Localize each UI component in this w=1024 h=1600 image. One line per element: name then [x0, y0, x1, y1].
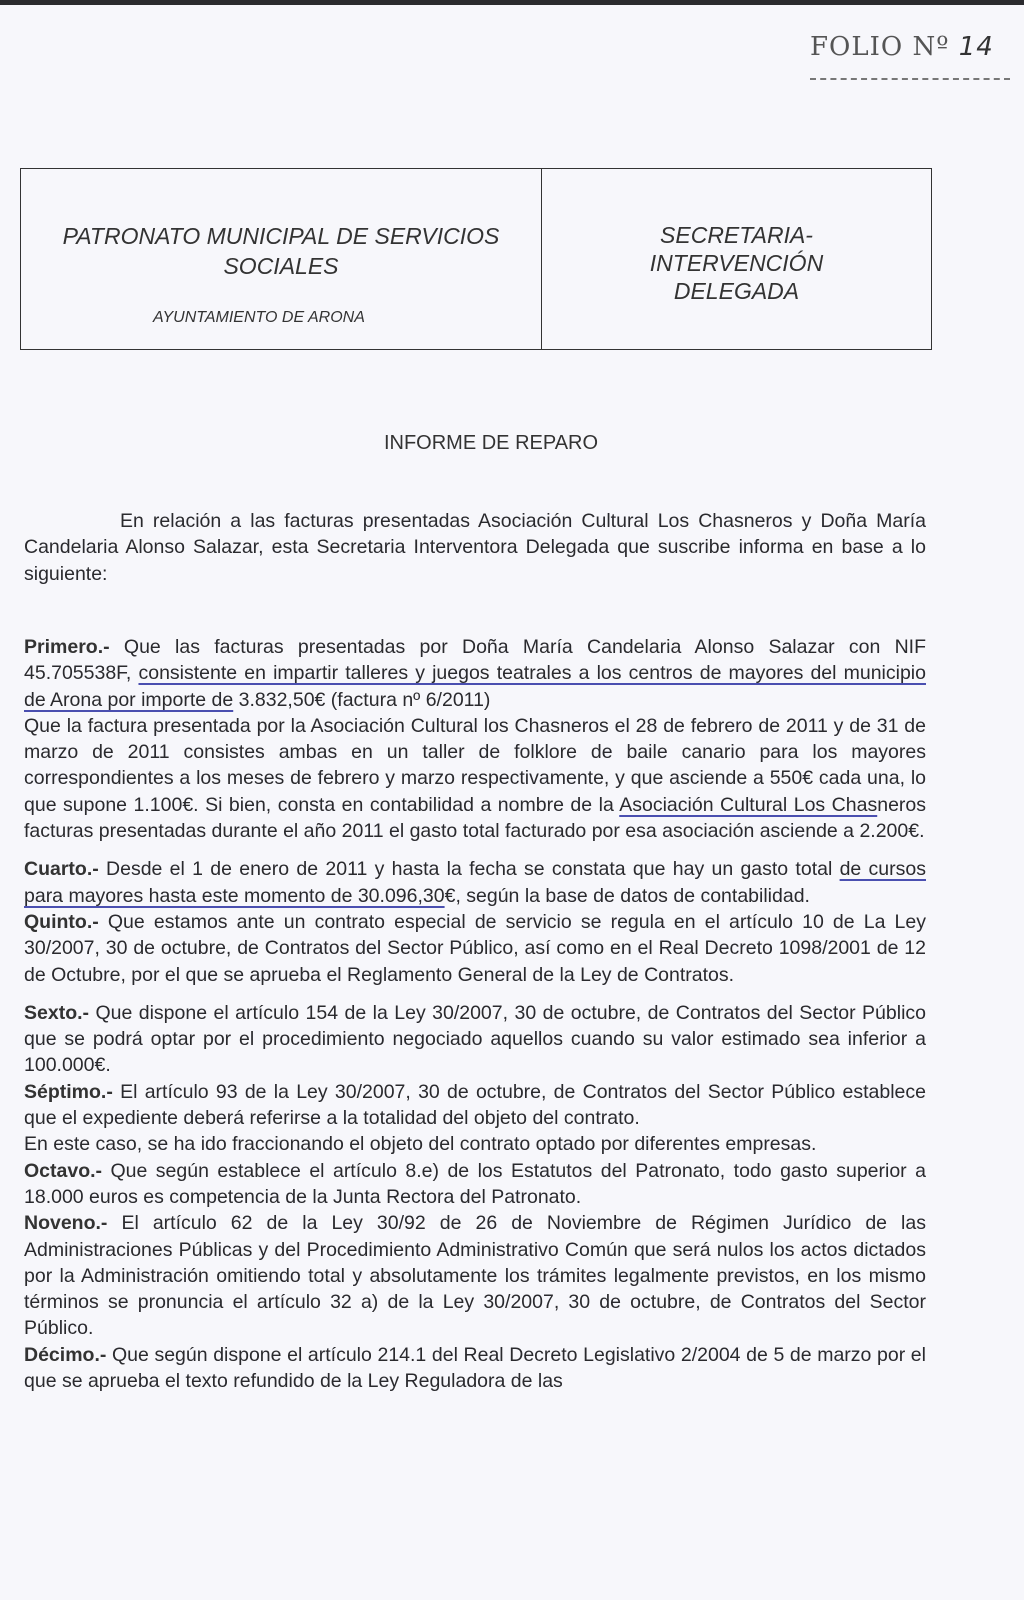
section-text: Que estamos ante un contrato especial de servicio se regula en el artículo 10 de La Ley 30/2007, 30 de octubre, de Contratos del Sector Público, así como en el Real Decreto 1098/2001 de 12 de Octubre, por el que se aprueba el Reglamento General de la Ley de Contratos. [24, 910, 926, 986]
report-body [24, 634, 926, 1394]
dept-line1: SECRETARIA- [660, 222, 813, 248]
report-section [24, 713, 926, 844]
folio-underline [810, 78, 1010, 80]
section-text: Que dispone el artículo 154 de la Ley 30/2007, 30 de octubre, de Contratos del Sector Público que se podrá optar por el procedimiento negociado aquellos cuando su valor estimado sea inferior a 100.000€. [24, 1001, 926, 1077]
section-text: Que la factura presentada por la Asociación Cultural los Chasneros el 28 de febrero de 2011 y de 31 de marzo de 2011 consistes ambas en un taller de folklore de baile canario para los mayores correspondientes a los meses de febrero y marzo respectivamente, y que asciende a 550€ cada una, lo que supone 1.100€. Si bien, consta en contabilidad a nombre de la [24, 714, 926, 816]
section-heading: Sexto.- [24, 1001, 90, 1024]
org-name-line2: SOCIALES [223, 253, 339, 279]
section-heading: Décimo.- [24, 1343, 107, 1366]
ayuntamiento-name: AYUNTAMIENTO DE ARONA [153, 309, 365, 326]
handwritten-underline-text: de cursos para mayores hasta este momento de 30.096,30 [24, 858, 926, 907]
scan-top-edge [0, 0, 1024, 5]
report-section [24, 909, 926, 988]
section-heading: Noveno.- [24, 1212, 108, 1235]
section-heading: Cuarto.- [24, 858, 99, 881]
section-text: 3.832,50€ (factura nº 6/2011) [233, 688, 491, 711]
dept-line2: INTERVENCIÓN [649, 250, 824, 276]
report-section [24, 1079, 926, 1132]
section-text: neros facturas presentadas durante el año 2011 el gasto total facturado por esa asociación asciende a 2.200€. [24, 793, 926, 843]
section-text: Que según dispone el artículo 214.1 del Real Decreto Legislativo 2/2004 de 5 de marzo por el que se aprueba el texto refundido de la Ley Reguladora de las [24, 1343, 926, 1393]
org-name-line1: PATRONATO MUNICIPAL DE SERVICIOS [62, 223, 500, 249]
section-text: El artículo 93 de la Ley 30/2007, 30 de octubre, de Contratos del Sector Público establece que el expediente deberá referirse a la totalidad del objeto del contrato. [24, 1080, 926, 1130]
section-text: En este caso, se ha ido fraccionando el objeto del contrato optado por diferentes empresas. [24, 1133, 817, 1156]
report-section [24, 1342, 926, 1395]
handwritten-underline-text: consistente en impartir talleres y juegos teatrales a los centros de mayores del municipio de Arona por importe de [24, 662, 926, 711]
report-section [24, 1131, 926, 1157]
dept-line3: DELEGADA [673, 278, 800, 304]
folio-label: FOLIO Nº [810, 32, 950, 62]
section-heading: Quinto.- [24, 910, 99, 933]
section-heading: Primero.- [24, 636, 110, 658]
letterhead-department [542, 169, 931, 349]
section-heading: Séptimo.- [24, 1080, 113, 1103]
document-title: INFORME DE REPARO [383, 432, 599, 454]
letterhead-organization [21, 169, 542, 349]
section-heading: Octavo.- [24, 1159, 103, 1182]
report-section [24, 1158, 926, 1211]
report-section [24, 634, 926, 713]
report-section [24, 856, 926, 909]
letterhead-box [20, 168, 932, 350]
handwritten-underline-text: Asociación Cultural Los Chas [619, 793, 878, 816]
intro-paragraph [24, 508, 926, 587]
section-text: €, según la base de datos de contabilidad. [444, 884, 810, 907]
section-text: Que las facturas presentadas por Doña María Candelaria Alonso Salazar con NIF 45.705538F, [24, 636, 926, 685]
report-section [24, 1000, 926, 1079]
folio-stamp [810, 32, 994, 62]
section-text: El artículo 62 de la Ley 30/92 de 26 de Noviembre de Régimen Jurídico de las Administraciones Públicas y del Procedimiento Administrativo Común que será nulos los actos dictados por la Administración omitiendo total y absolutamente los trámites legalmente previstos, en los mismo términos se pronuncia el artículo 32 a) de la Ley 30/2007, 30 de octubre, de Contratos del Sector Público. [24, 1212, 926, 1340]
section-text: Desde el 1 de enero de 2011 y hasta la fecha se constata que hay un gasto total [98, 858, 840, 881]
intro-text: En relación a las facturas presentadas Asociación Cultural Los Chasneros y Doña María Candelaria Alonso Salazar, esta Secretaria Interventora Delegada que suscribe informa en base a lo siguiente: [24, 510, 926, 585]
section-text: Que según establece el artículo 8.e) de los Estatutos del Patronato, todo gasto superior a 18.000 euros es competencia de la Junta Rectora del Patronato. [24, 1159, 926, 1208]
folio-number: 14 [958, 32, 994, 62]
report-section [24, 1210, 926, 1341]
